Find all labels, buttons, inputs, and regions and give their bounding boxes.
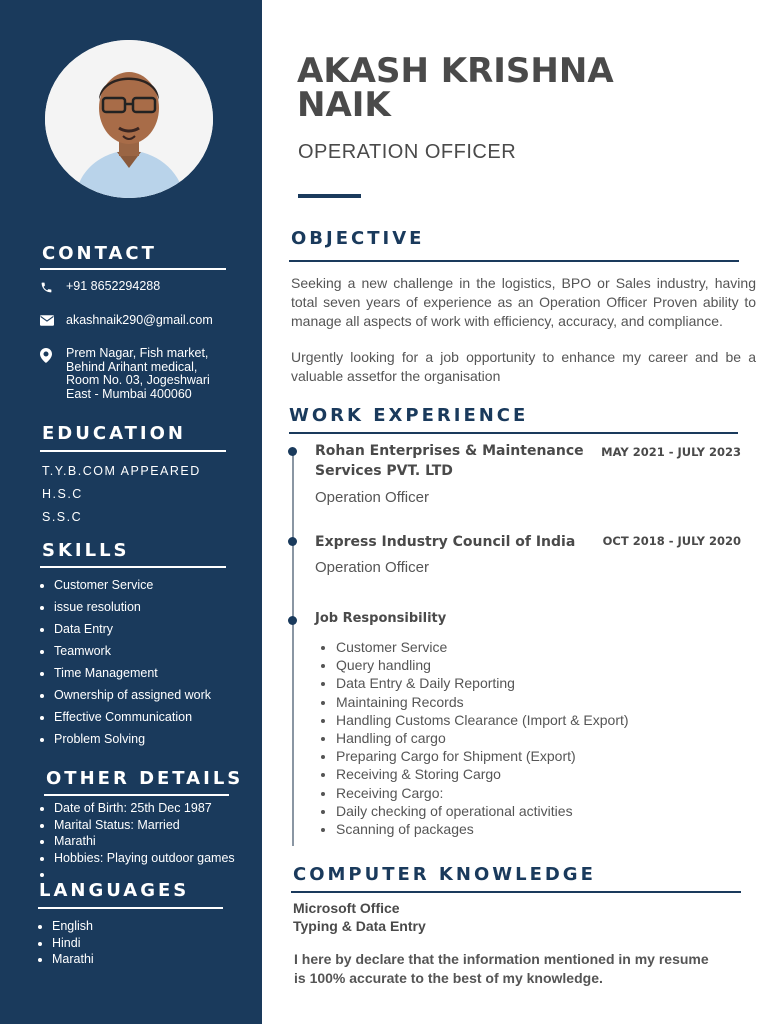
responsibility-item: • Receiving Cargo: bbox=[336, 784, 629, 802]
skill-item: • issue resolution bbox=[54, 599, 211, 621]
contact-phone[interactable]: +91 8652294288 bbox=[66, 279, 161, 293]
job-responsibility-list bbox=[312, 638, 629, 838]
skill-item: • Effective Communication bbox=[54, 709, 211, 731]
other-detail-item: • Marathi bbox=[54, 833, 235, 850]
education-divider bbox=[40, 450, 226, 452]
experience-timeline bbox=[292, 450, 294, 846]
objective-paragraph: Seeking a new challenge in the logistics, BPO or Sales industry, having total seven years of experience as an Operation Officer Proven ability to manage all aspects of work with efficiency, accuracy, and compliance. bbox=[291, 275, 756, 329]
computer-knowledge-item: Microsoft Office bbox=[293, 900, 400, 916]
languages-list bbox=[26, 918, 94, 968]
job-title: OPERATION OFFICER bbox=[298, 141, 517, 163]
responsibility-item: • Customer Service bbox=[336, 638, 629, 656]
language-item: • Marathi bbox=[52, 951, 94, 968]
title-accent-bar bbox=[298, 194, 361, 198]
contact-phone-row bbox=[40, 280, 160, 294]
address-line: Behind Arihant medical, bbox=[66, 359, 198, 374]
contact-email[interactable]: akashnaik290@gmail.com bbox=[66, 313, 213, 327]
address-line: Prem Nagar, Fish market, bbox=[66, 346, 209, 360]
job-dates: MAY 2021 - JULY 2023 bbox=[601, 445, 741, 459]
first-name: AKASH KRISHNA bbox=[297, 51, 614, 91]
mail-icon bbox=[40, 314, 66, 326]
languages-divider bbox=[38, 907, 223, 909]
other-details-divider bbox=[44, 794, 229, 796]
contact-heading: CONTACT bbox=[42, 243, 157, 264]
other-detail-item: • Date of Birth: 25th Dec 1987 bbox=[54, 800, 235, 817]
education-item: T.Y.B.COM APPEARED bbox=[42, 464, 201, 478]
skill-item: • Teamwork bbox=[54, 643, 211, 665]
responsibility-item: • Data Entry & Daily Reporting bbox=[336, 674, 629, 692]
job-position: Operation Officer bbox=[315, 489, 429, 506]
skill-item: • Ownership of assigned work bbox=[54, 687, 211, 709]
last-name: NAIK bbox=[297, 85, 391, 125]
responsibility-item: • Query handling bbox=[336, 656, 629, 674]
responsibility-item: • Receiving & Storing Cargo bbox=[336, 765, 629, 783]
skill-item: • Time Management bbox=[54, 665, 211, 687]
responsibility-item: • Daily checking of operational activities bbox=[336, 802, 629, 820]
timeline-dot bbox=[288, 616, 297, 625]
skills-heading: SKILLS bbox=[42, 540, 130, 561]
education-item: S.S.C bbox=[42, 510, 83, 524]
job-company: Express Industry Council of India bbox=[315, 534, 576, 550]
declaration-text: I here by declare that the information mentioned in my resume is 100% accurate to the best of my knowledge. bbox=[294, 951, 709, 986]
sidebar bbox=[0, 0, 262, 1024]
objective-divider bbox=[289, 260, 739, 262]
skills-list bbox=[28, 577, 211, 753]
skills-divider bbox=[40, 566, 226, 568]
job-position: Operation Officer bbox=[315, 559, 429, 576]
job-dates: OCT 2018 - JULY 2020 bbox=[602, 534, 741, 548]
objective-paragraph: Urgently looking for a job opportunity to enhance my career and be a valuable assetfor the organisation bbox=[291, 349, 756, 384]
timeline-dot bbox=[288, 537, 297, 546]
education-item: H.S.C bbox=[42, 487, 83, 501]
work-experience-heading: WORK EXPERIENCE bbox=[289, 405, 529, 426]
contact-email-row bbox=[40, 314, 213, 328]
computer-knowledge-heading: COMPUTER KNOWLEDGE bbox=[293, 864, 596, 885]
other-details-list bbox=[28, 800, 235, 883]
address-line: East - Mumbai 400060 bbox=[66, 386, 192, 401]
objective-heading: OBJECTIVE bbox=[291, 228, 425, 249]
phone-icon bbox=[40, 280, 66, 294]
responsibility-item: • Maintaining Records bbox=[336, 693, 629, 711]
language-item: • English bbox=[52, 918, 94, 935]
other-detail-item: • Marital Status: Married bbox=[54, 817, 235, 834]
language-item: • Hindi bbox=[52, 935, 94, 952]
job-company: Rohan Enterprises & Maintenance Services PVT. LTD bbox=[315, 443, 584, 479]
contact-divider bbox=[40, 268, 226, 270]
address-line: Room No. 03, Jogeshwari bbox=[66, 373, 210, 387]
location-pin-icon bbox=[40, 347, 66, 363]
computer-knowledge-divider bbox=[291, 891, 741, 893]
languages-heading: LANGUAGES bbox=[39, 880, 190, 901]
contact-address bbox=[66, 347, 210, 401]
education-heading: EDUCATION bbox=[42, 423, 186, 444]
other-detail-item: • Hobbies: Playing outdoor games bbox=[54, 850, 235, 867]
skill-item: • Customer Service bbox=[54, 577, 211, 599]
timeline-dot bbox=[288, 447, 297, 456]
other-details-heading: OTHER DETAILS bbox=[46, 768, 244, 789]
work-experience-divider bbox=[289, 432, 738, 434]
responsibility-item: • Preparing Cargo for Shipment (Export) bbox=[336, 747, 629, 765]
profile-photo-image bbox=[45, 40, 213, 198]
responsibility-item: • Handling of cargo bbox=[336, 729, 629, 747]
responsibility-item: • Handling Customs Clearance (Import & Export) bbox=[336, 711, 629, 729]
candidate-name bbox=[297, 51, 614, 125]
profile-photo bbox=[45, 40, 213, 198]
skill-item: • Data Entry bbox=[54, 621, 211, 643]
skill-item: • Problem Solving bbox=[54, 731, 211, 753]
computer-knowledge-item: Typing & Data Entry bbox=[293, 918, 426, 934]
job-responsibility-title: Job Responsibility bbox=[315, 611, 447, 626]
contact-address-row bbox=[40, 347, 210, 401]
responsibility-item: • Scanning of packages bbox=[336, 820, 629, 838]
